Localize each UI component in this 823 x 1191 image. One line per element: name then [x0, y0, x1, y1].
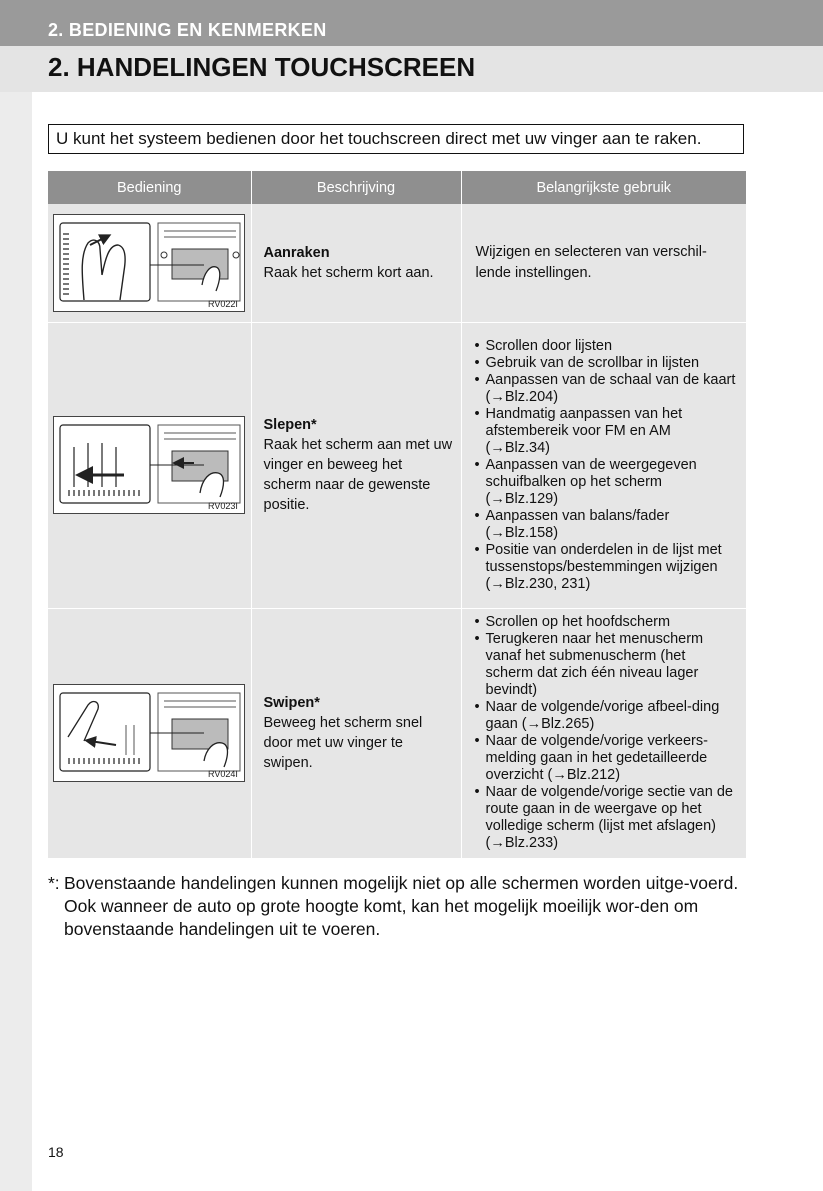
list-item: • Aanpassen van de weergegeven schuifbalken op het scherm (→Blz.129) [476, 457, 737, 508]
column-header-operation: Bediening [48, 171, 251, 204]
list-item: • Gebruik van de scrollbar in lijsten [476, 355, 737, 372]
page-number: 18 [48, 1144, 64, 1160]
illustration-code: RV022I [208, 298, 239, 309]
list-item: • Scrollen op het hoofdscherm [476, 614, 737, 631]
tap-uses-cell [461, 204, 746, 322]
drag-uses-cell [461, 322, 746, 608]
column-header-main-use: Belangrijkste gebruik [461, 171, 746, 204]
swipe-illustration-cell [48, 608, 251, 858]
operation-description: Raak het scherm kort aan. [263, 264, 434, 281]
footnote-text: Bovenstaande handelingen kunnen mogelijk niet op alle schermen worden uitge-voerd. Ook wanneer de auto op grote hoogte komt, kan het mogelijk moeilijk wor-den om bovenstaande handelingen uit te voeren. [64, 873, 739, 939]
list-item: • Scrollen door lijsten [476, 338, 737, 355]
list-item: • Naar de volgende/vorige afbeel-ding gaan (→Blz.265) [476, 699, 737, 733]
list-item: • Handmatig aanpassen van het afstembereik voor FM en AM (→Blz.34) [476, 406, 737, 457]
operation-name: Aanraken [263, 244, 330, 261]
swipe-gesture-icon [53, 684, 245, 782]
footnote-mark: *: [48, 873, 60, 893]
uses-list [476, 338, 737, 593]
use-item: Wijzigen en selecteren van verschil-lende instellingen. [475, 243, 707, 281]
intro-box: U kunt het systeem bedienen door het touchscreen direct met uw vinger aan te raken. [48, 124, 744, 154]
list-item: • Naar de volgende/vorige sectie van de route gaan in de weergave op het volledige scherm (lijst met afslagen) (→Blz.233) [476, 784, 737, 852]
operation-description: Raak het scherm aan met uw vinger en beweeg het scherm naar de gewenste positie. [263, 437, 453, 513]
tap-gesture-icon [53, 214, 245, 312]
footnote [48, 872, 748, 941]
operation-name: Swipen* [263, 695, 320, 711]
drag-gesture-icon [53, 416, 245, 514]
operations-table [48, 171, 746, 859]
tap-illustration-cell [48, 204, 251, 322]
section-label: 2. BEDIENING EN KENMERKEN [48, 20, 327, 40]
swipe-description-cell [251, 608, 461, 858]
swipe-uses-cell [461, 608, 746, 858]
table-row-tap [48, 204, 746, 322]
list-item: • Terugkeren naar het menuscherm vanaf het submenuscherm (het scherm dat zich één niveau lager bevindt) [476, 631, 737, 699]
illustration-code: RV023I [208, 501, 239, 511]
table-row-swipe [48, 608, 746, 858]
drag-illustration-cell [48, 322, 251, 608]
column-header-description: Beschrijving [251, 171, 461, 204]
operation-description: Beweeg het scherm snel door met uw vinger te swipen. [263, 715, 423, 771]
page-title: 2. HANDELINGEN TOUCHSCREEN [48, 52, 476, 82]
tap-description-cell [251, 204, 461, 322]
uses-list [476, 614, 737, 852]
list-item: • Positie van onderdelen in de lijst met tussenstops/bestemmingen wijzigen (→Blz.230, 231) [476, 542, 737, 593]
list-item: • Aanpassen van balans/fader (→Blz.158) [476, 508, 737, 542]
table-row-drag [48, 322, 746, 608]
illustration-code: RV024I [208, 769, 239, 779]
table-header-row [48, 171, 746, 204]
list-item: • Naar de volgende/vorige verkeers-melding gaan in het gedetailleerde overzicht (→Blz.212) [476, 733, 737, 784]
operation-name: Slepen* [263, 417, 317, 433]
list-item: • Aanpassen van de schaal van de kaart (→Blz.204) [476, 372, 737, 406]
drag-description-cell [251, 322, 461, 608]
